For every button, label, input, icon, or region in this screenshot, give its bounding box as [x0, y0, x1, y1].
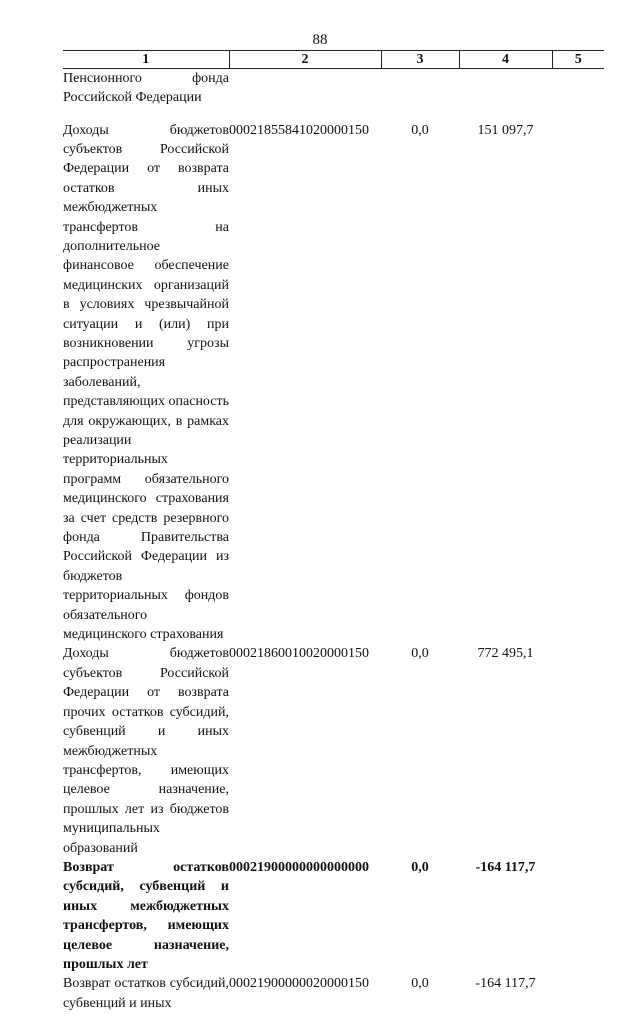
page-number: 88: [312, 32, 328, 48]
row-col5-value: [552, 69, 604, 121]
column-header-5: 5: [552, 51, 604, 69]
row-name: Доходы бюджетов субъектов Российской Федерации от возврата остатков иных межбюджетных трансфертов на дополнительное финансовое обеспечение медицинских организаций в условиях чрезвычайной ситуации и (или) при возникновении угрозы распространения заболеваний, представляющих опасность для окружающих, в рамках реализации территориальных программ обязательного медицинского страхования за счет средств резервного фонда Правительства Российской Федерации из бюджетов территориальных фондов обязательного медицинского страхования: [63, 122, 229, 643]
row-col5-value: [552, 121, 604, 645]
row-name: Возврат остатков субсидий, субвенций и иных межбюджетных трансфертов, имеющих целевое назначение, прошлых лет: [63, 859, 229, 972]
row-name-cell: [63, 974, 229, 1024]
row-name-cell: [63, 69, 229, 121]
row-name: Пенсионного фонда Российской Федерации: [63, 71, 229, 106]
row-col4-value: -164 117,7: [475, 859, 536, 875]
row-code: 00021900000000000000: [229, 859, 369, 875]
table-header-row: [63, 51, 604, 69]
column-header-4: 4: [459, 51, 552, 69]
table-row: [63, 69, 604, 121]
table-row: [63, 644, 604, 857]
row-name-cell: [63, 858, 229, 974]
row-col5-value: [552, 644, 604, 857]
row-col4-value: 151 097,7: [477, 122, 534, 138]
column-header-1: 1: [63, 51, 229, 69]
row-col3-value: 0,0: [411, 859, 429, 875]
row-col3-value: 0,0: [411, 646, 429, 662]
row-col5-value: [552, 858, 604, 974]
row-code: [229, 69, 381, 121]
row-name: Доходы бюджетов субъектов Российской Федерации от возврата прочих остатков субсидий, субвенций и иных межбюджетных трансфертов, имеющих целевое назначение, прошлых лет из бюджетов муниципальных образований: [63, 646, 229, 856]
revenue-table: [63, 50, 604, 1024]
row-col3-value: 0,0: [411, 122, 429, 138]
row-name: Возврат остатков субсидий, субвенций и иных: [63, 976, 229, 1011]
row-col3-value: 0,0: [411, 976, 429, 992]
row-code: 00021855841020000150: [229, 122, 369, 138]
row-col4-value: [459, 69, 552, 121]
row-col4-value: 772 495,1: [477, 646, 534, 662]
column-header-3: 3: [381, 51, 459, 69]
row-code: 00021860010020000150: [229, 646, 369, 662]
row-col4-value: -164 117,7: [475, 976, 536, 992]
table-row: [63, 974, 604, 1024]
table-row: [63, 858, 604, 974]
row-code: 00021900000020000150: [229, 976, 369, 992]
row-col3-value: [381, 69, 459, 121]
row-name-cell: [63, 121, 229, 645]
row-col5-value: [552, 974, 604, 1024]
column-header-2: 2: [229, 51, 381, 69]
table-row: [63, 121, 604, 645]
row-name-cell: [63, 644, 229, 857]
